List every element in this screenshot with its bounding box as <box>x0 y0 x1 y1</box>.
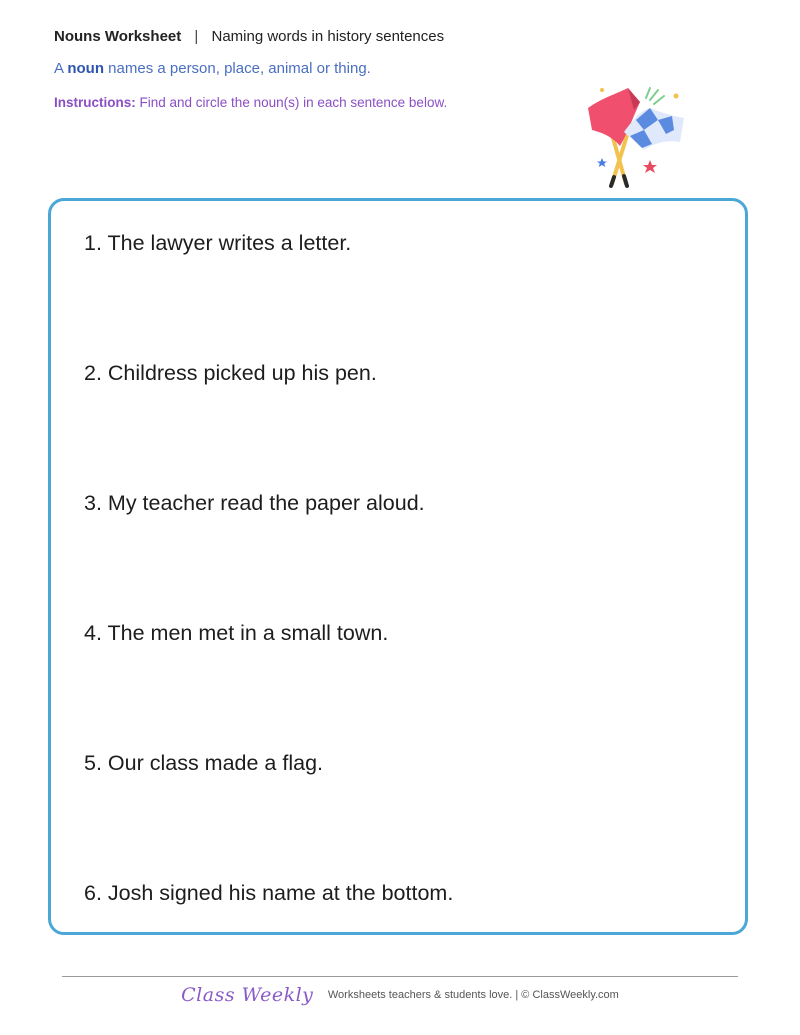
crossed-flags-icon <box>580 80 690 192</box>
sentence-4: 4. The men met in a small town. <box>84 621 389 645</box>
footer-divider <box>62 976 738 977</box>
sentence-5: 5. Our class made a flag. <box>84 751 323 775</box>
sentence-6: 6. Josh signed his name at the bottom. <box>84 881 454 905</box>
footer <box>0 984 800 1006</box>
brand-logo: Class Weekly <box>181 984 314 1006</box>
header-separator: | <box>194 28 199 45</box>
sentence-2: 2. Childress picked up his pen. <box>84 361 377 385</box>
definition-rest: names a person, place, animal or thing. <box>104 60 371 77</box>
instructions-text: Find and circle the noun(s) in each sentence below. <box>135 95 448 110</box>
worksheet-subtitle: Naming words in history sentences <box>211 28 445 45</box>
definition-prefix: A <box>54 60 68 77</box>
noun-definition <box>54 60 371 77</box>
sentence-3: 3. My teacher read the paper aloud. <box>84 491 425 515</box>
worksheet-title: Nouns Worksheet <box>54 28 182 45</box>
sentence-1: 1. The lawyer writes a letter. <box>84 231 352 255</box>
instructions <box>54 95 447 110</box>
footer-tagline: Worksheets teachers & students love. | © ClassWeekly.com <box>327 989 619 1001</box>
worksheet-header <box>54 28 444 45</box>
sentences-box <box>48 198 748 935</box>
definition-term: noun <box>67 60 105 77</box>
instructions-label: Instructions: <box>54 95 136 110</box>
